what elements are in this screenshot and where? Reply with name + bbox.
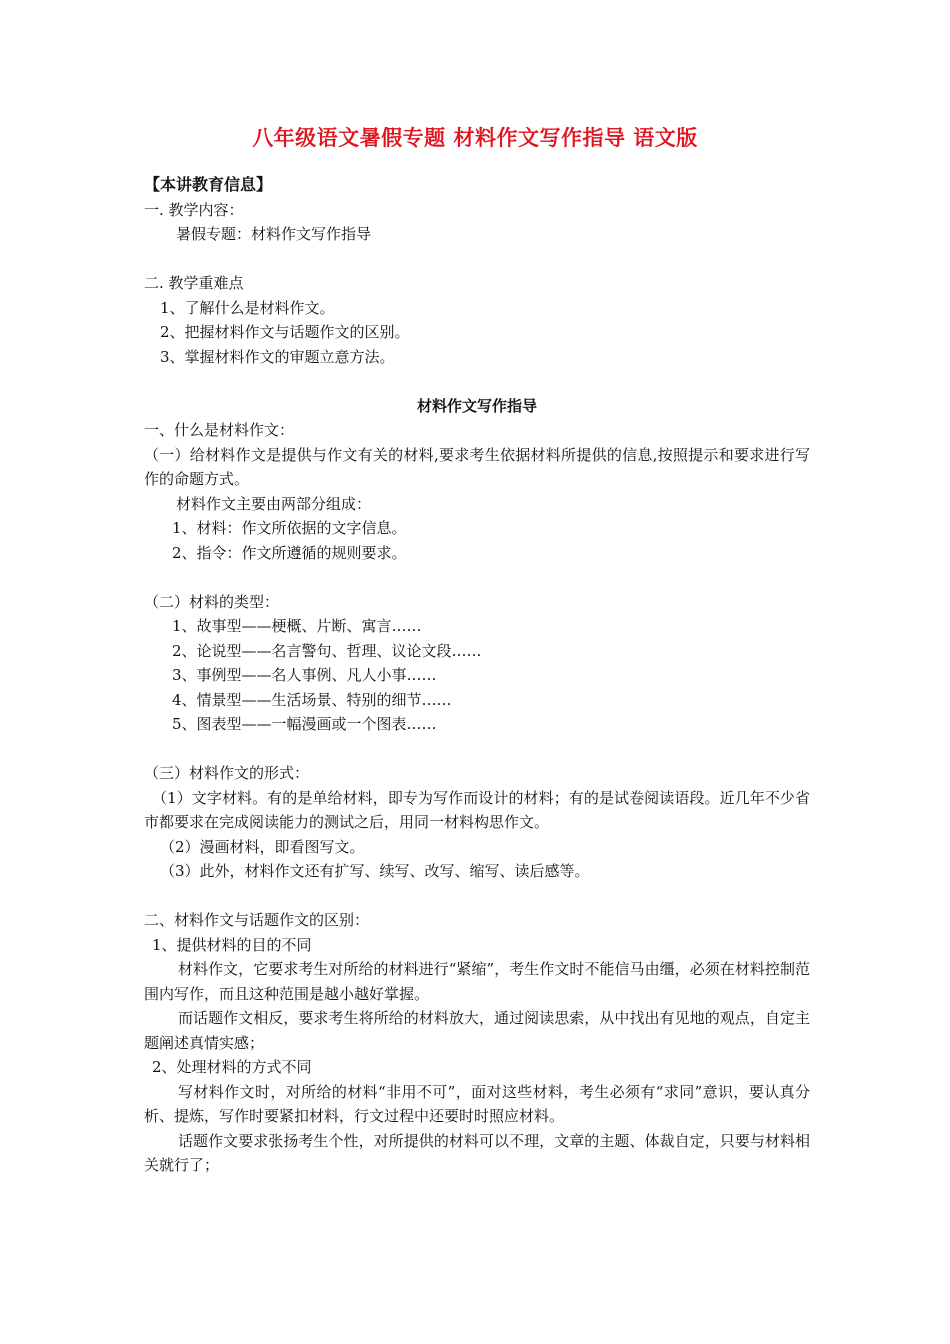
section-header: 【本讲教育信息】: [144, 175, 273, 194]
difference-paragraph: 材料作文，它要求考生对所给的材料进行“紧缩”，考生作文时不能信马由缰，必须在材料控制范围内写作，而且这种范围是越小越好掌握。: [144, 960, 810, 1003]
part2-heading: 二、材料作文与话题作文的区别：: [144, 911, 370, 929]
composition-part: 2、指令：作文所遵循的规则要求。: [172, 543, 407, 562]
difference-title: 1、提供材料的目的不同: [152, 935, 312, 954]
document-title: 八年级语文暑假专题 材料作文写作指导 语文版: [252, 125, 698, 150]
material-type: 3、事例型——名人事例、凡人小事……: [172, 666, 437, 684]
key-point-item: 2、把握材料作文与话题作文的区别。: [160, 323, 410, 341]
material-form: （2）漫画材料，即看图写文。: [160, 837, 365, 856]
composition-part: 1、材料：作文所依据的文字信息。: [172, 519, 407, 537]
material-type: 5、图表型——一幅漫画或一个图表……: [172, 715, 437, 733]
difference-paragraph: 话题作文要求张扬考生个性，对所提供的材料可以不理，文章的主题、体裁自定，只要与材料相关就行了；: [144, 1131, 810, 1174]
material-type: 4、情景型——生活场景、特别的细节……: [172, 690, 452, 709]
part1-sub1: （一）给材料作文是提供与作文有关的材料,要求考生依据材料所提供的信息,按照提示和要求进行写作的命题方式。: [144, 445, 810, 488]
document-body: [144, 173, 810, 1178]
teaching-content-text: 暑假专题：材料作文写作指导: [176, 225, 372, 243]
material-type: 1、故事型——梗概、片断、寓言……: [172, 617, 422, 635]
material-form: （3）此外，材料作文还有扩写、续写、改写、缩写、读后感等。: [160, 862, 590, 880]
difference-paragraph: 写材料作文时，对所给的材料“非用不可”，面对这些材料，考生必须有“求同”意识，要认真分析、提炼，写作时要紧扣材料，行文过程中还要时时照应材料。: [144, 1082, 810, 1125]
material-form: （1）文字材料。有的是单给材料，即专为写作而设计的材料；有的是试卷阅读语段。近几年不少省市都要求在完成阅读能力的测试之后，用同一材料构思作文。: [144, 788, 810, 831]
difference-title: 2、处理材料的方式不同: [152, 1058, 312, 1076]
key-points-heading: 二. 教学重难点: [144, 274, 244, 292]
key-point-item: 1、了解什么是材料作文。: [160, 298, 335, 317]
difference-paragraph: 而话题作文相反，要求考生将所给的材料放大，通过阅读思索，从中找出有见地的观点，自定主题阐述真情实感；: [144, 1009, 810, 1052]
part1-heading: 一、什么是材料作文：: [144, 421, 295, 439]
key-point-item: 3、掌握材料作文的审题立意方法。: [160, 347, 395, 366]
material-type: 2、论说型——名言警句、哲理、议论文段……: [172, 641, 482, 660]
teaching-content-heading: 一. 教学内容：: [144, 200, 244, 219]
main-title: 材料作文写作指导: [416, 396, 537, 415]
part1-sub2: （二）材料的类型：: [144, 592, 280, 611]
part1-intro: 材料作文主要由两部分组成：: [176, 494, 372, 513]
part1-sub3: （三）材料作文的形式：: [144, 764, 310, 782]
